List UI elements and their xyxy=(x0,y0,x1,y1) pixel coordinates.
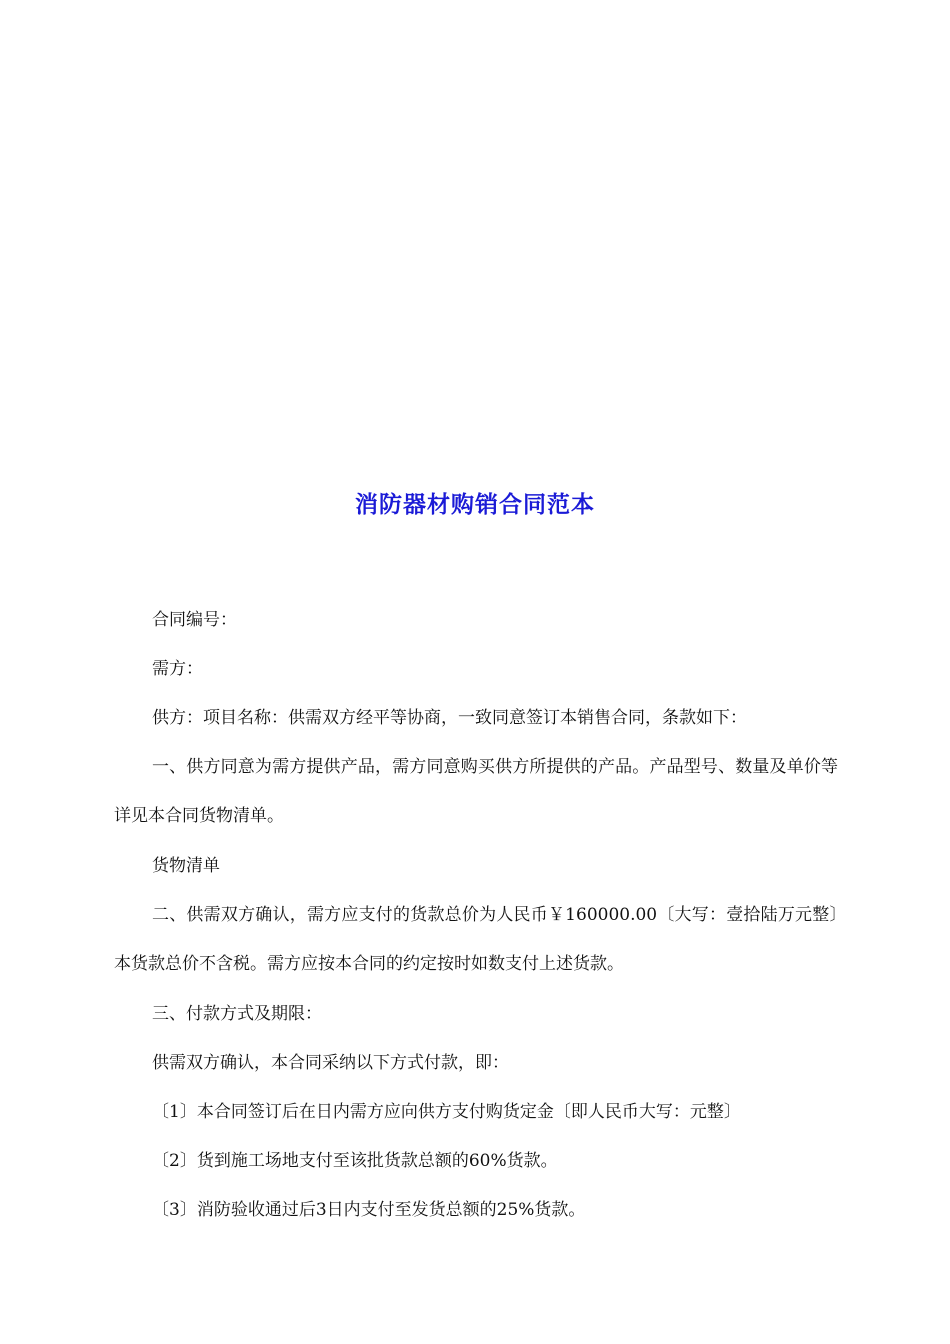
document-title: 消防器材购销合同范本 xyxy=(355,492,595,518)
clause-three-heading: 三、付款方式及期限： xyxy=(152,1004,322,1024)
payment-item-2: 〔2〕货到施工场地支付至该批货款总额的60%货款。 xyxy=(152,1151,558,1171)
clause-two: 二、供需双方确认，需方应支付的货款总价为人民币￥160000.00〔大写：壹拾陆万元整〕本货款总价不含税。需方应按本合同的约定按时如数支付上述货款。 xyxy=(114,905,838,974)
clause-one: 一、供方同意为需方提供产品，需方同意购买供方所提供的产品。产品型号、数量及单价等详见本合同货物清单。 xyxy=(114,757,838,826)
payment-item-3: 〔3〕消防验收通过后3日内支付至发货总额的25%货款。 xyxy=(152,1200,586,1220)
document-body xyxy=(114,604,838,1243)
payment-intro: 供需双方确认，本合同采纳以下方式付款，即： xyxy=(152,1053,509,1073)
goods-list-heading: 货物清单 xyxy=(152,856,220,876)
payment-item-1: 〔1〕本合同签订后在日内需方应向供方支付购货定金〔即人民币大写：元整〕 xyxy=(152,1102,741,1122)
supplier-line: 供方：项目名称：供需双方经平等协商，一致同意签订本销售合同，条款如下： xyxy=(152,708,747,728)
contract-number-line: 合同编号： xyxy=(152,610,237,630)
buyer-line: 需方： xyxy=(152,659,203,679)
